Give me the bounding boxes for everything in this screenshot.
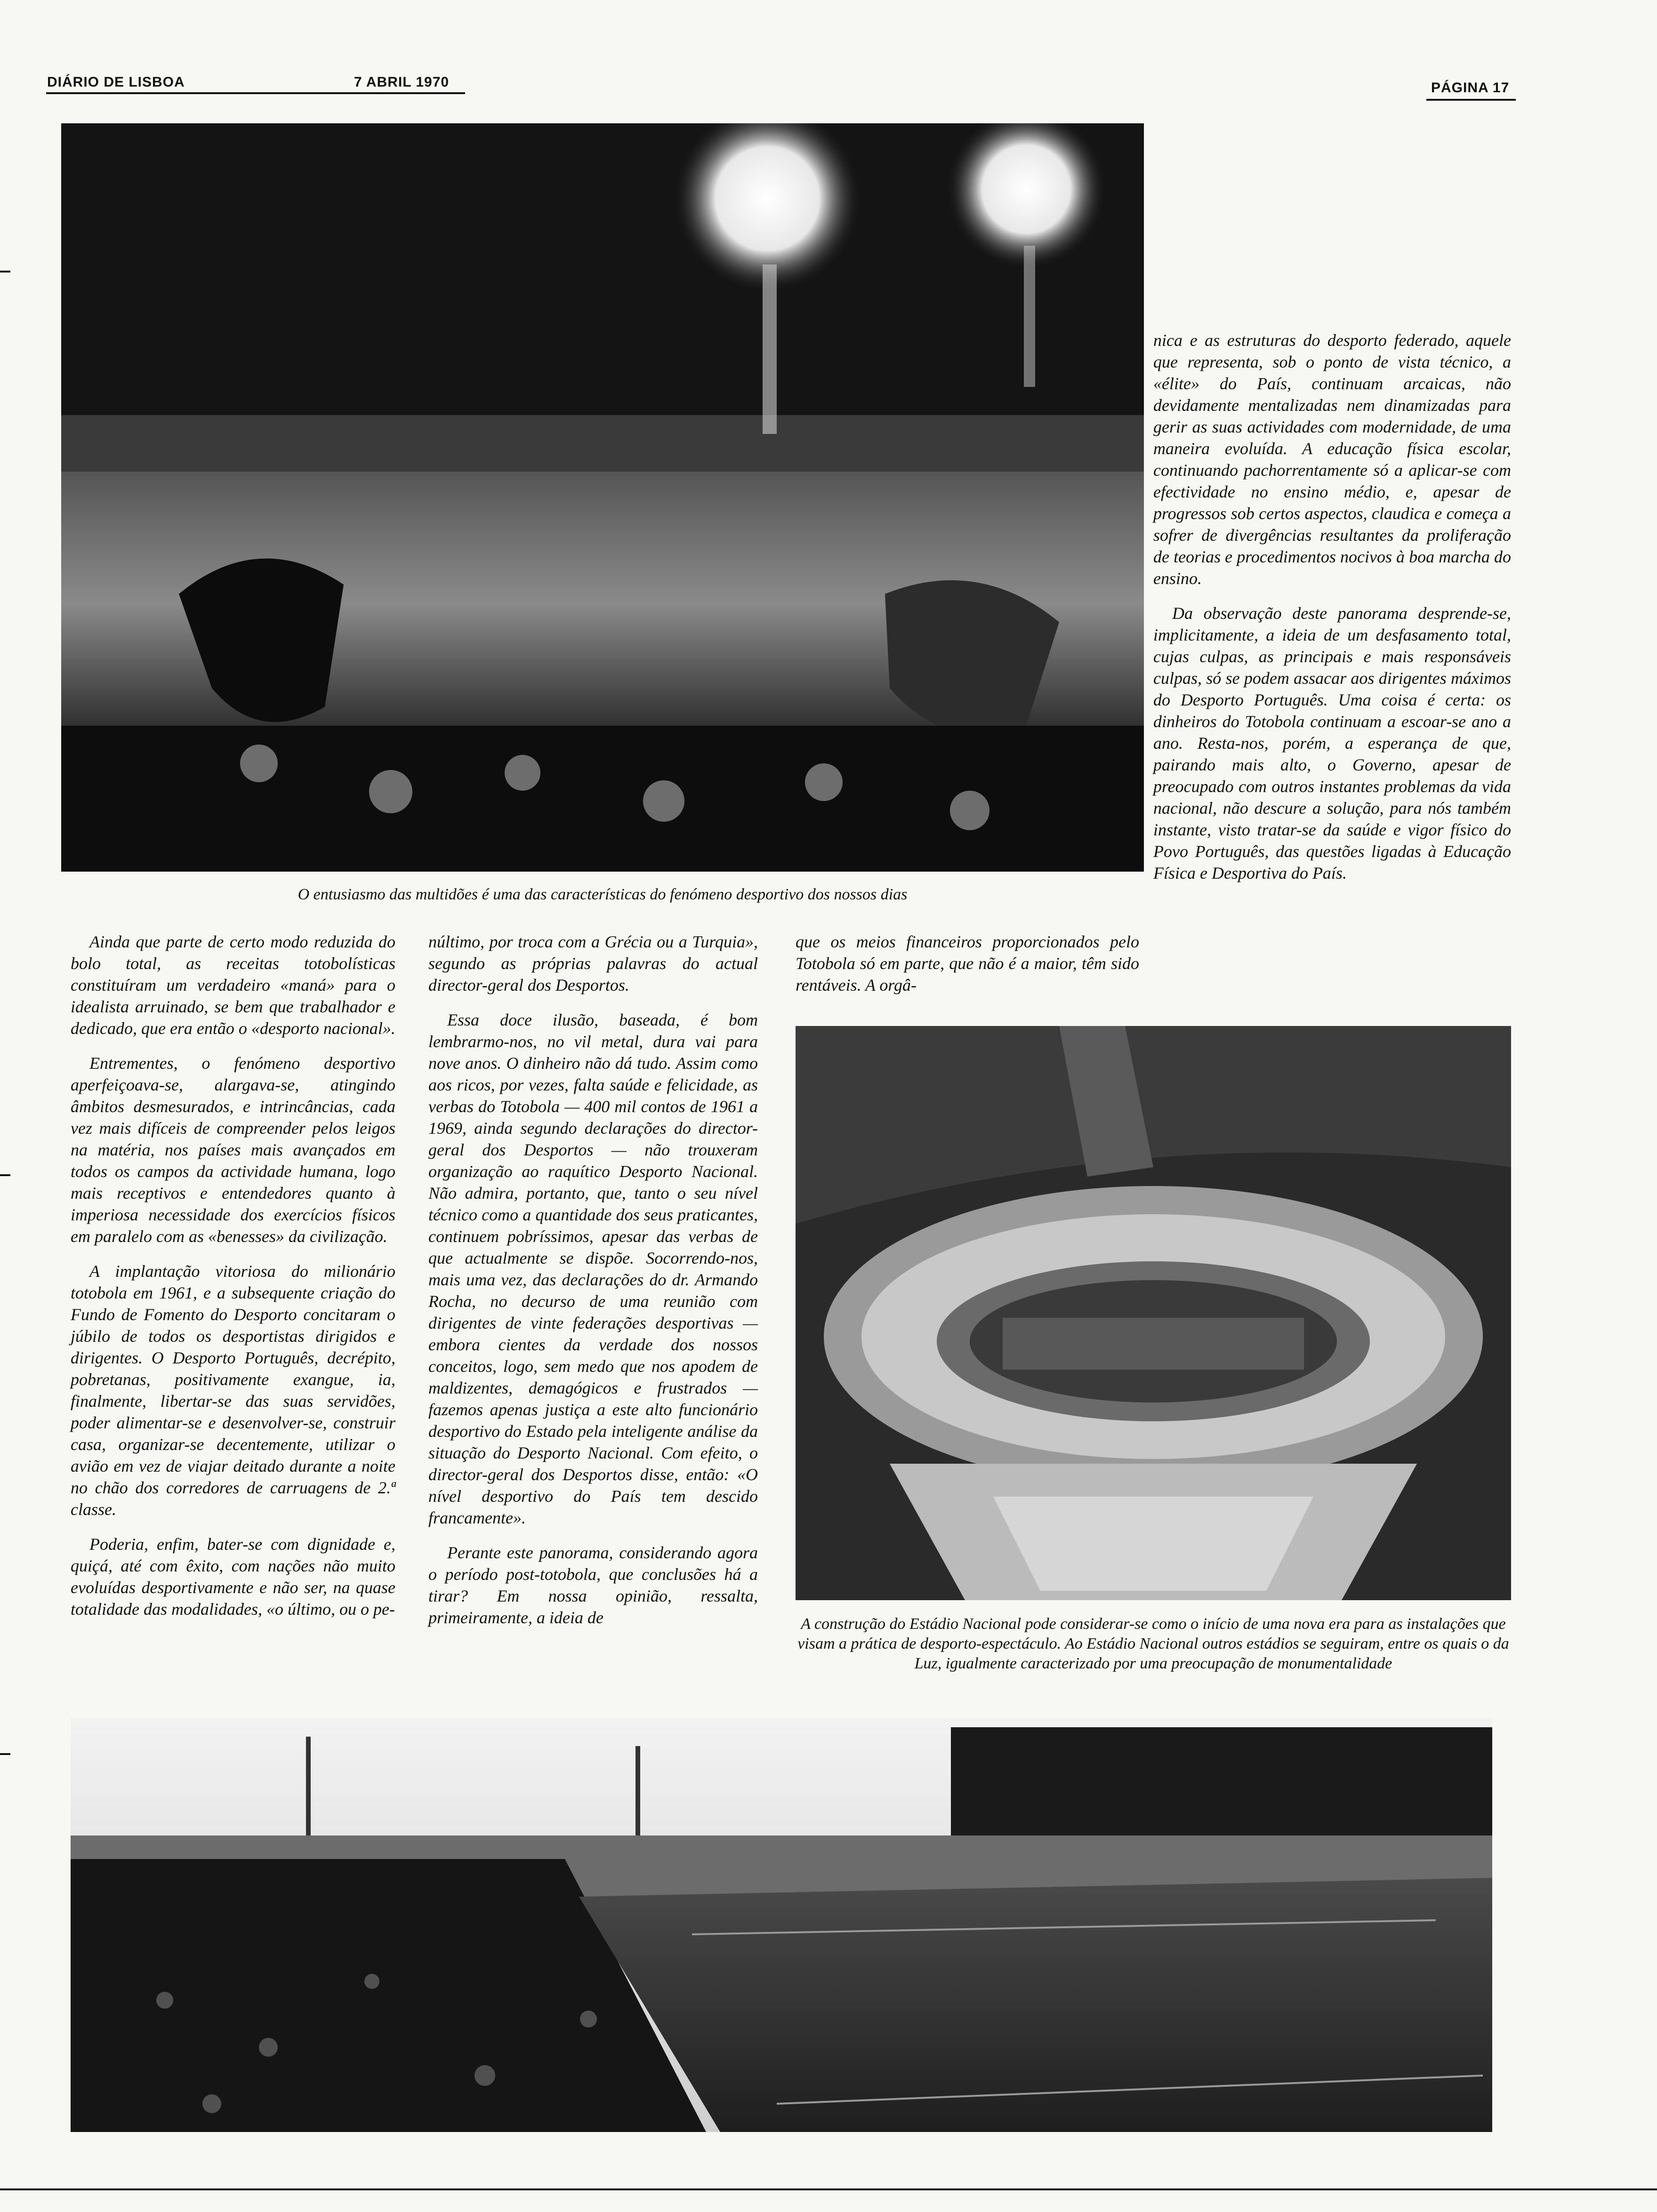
article-column-2 xyxy=(428,931,758,1642)
issue-date: 7 ABRIL 1970 xyxy=(354,74,450,90)
newspaper-name: DIÁRIO DE LISBOA xyxy=(47,74,185,90)
paragraph: nica e as estruturas do desporto federado, aquele que representa, sob o ponto de vista técnico, a «élite» do País, continuam arcaicas, não devidamente mentalizadas nem dinamizadas para gerir as suas actividades com modernidade, de uma maneira evoluída. A educação física escolar, continuando pachorrentamente só a aplicar-se com efectividade no ensino médio, e, apesar de progressos sob certos aspectos, claudica e começa a sofrer de divergências resultantes da proliferação de teorias e procedimentos nocivos à boa marcha do ensino. xyxy=(1153,331,1511,588)
paragraph: Ainda que parte de certo modo reduzida do bolo total, as receitas totobolísticas constituíram um verdadeiro «maná» para o idealista arruinado, se bem que trabalhador e dedicado, que era então o «desporto nacional». xyxy=(71,932,395,1038)
paragraph: Entrementes, o fenómeno desportivo aperfeiçoava-se, alargava-se, atingindo âmbitos desmesurados, e intrincâncias, cada vez mais difíceis de compreender pelos leigos na matéria, nos países mais avançados em todos os campos da actividade humana, logo mais receptivos e entendedores quanto à imperiosa necessidade dos exercícios físicos em paralelo com as «benesses» da civilização. xyxy=(71,1054,395,1246)
header-rule-left xyxy=(46,92,465,94)
footer-rule xyxy=(0,2188,1657,2190)
stadium-photo-caption: A construção do Estádio Nacional pode considerar-se como o início de uma nova era para as instalações que visam a prática de desporto-espectáculo. Ao Estádio Nacional outros estádios se seguiram, entre os quais o da Luz, igualmente caracterizado por uma preocupação de monumentalidade xyxy=(797,1615,1509,1672)
article-column-3 xyxy=(796,931,1139,1009)
stadium-panorama-photo xyxy=(71,1718,1492,2132)
article-column-1 xyxy=(71,931,395,1633)
paragraph: Perante este panorama, considerando agora o período post-totobola, que conclusões há a tirar? Em nossa opinião, ressalta, primeiramente, a ideia de xyxy=(428,1543,758,1627)
margin-tick xyxy=(0,271,10,272)
header-rule-right xyxy=(1426,99,1516,101)
crowd-photo xyxy=(61,123,1144,872)
margin-tick xyxy=(0,1753,10,1755)
margin-tick xyxy=(0,1174,10,1176)
paragraph: núltimo, por troca com a Grécia ou a Turquia», segundo as próprias palavras do actual director-geral dos Desportos. xyxy=(428,932,758,994)
stadium-aerial-photo xyxy=(796,1026,1511,1600)
page-number: PÁGINA 17 xyxy=(1431,80,1510,96)
crowd-photo-caption: O entusiasmo das multidões é uma das características do fenómeno desportivo dos nossos dias xyxy=(298,886,908,903)
article-column-4 xyxy=(1153,329,1511,897)
paragraph: A implantação vitoriosa do milionário totobola em 1961, e a subsequente criação do Fundo de Fomento do Desporto concitaram o júbilo de todos os desportistas dirigidos e dirigentes. O Desporto Português, decrépito, pobretanas, positivamente exangue, ia, finalmente, libertar-se das suas servidões, poder alimentar-se e desenvolver-se, construir casa, organizar-se decentemente, utilizar o avião em vez de viajar deitado durante a noite no chão dos corredores de carruagens de 2.ª classe. xyxy=(71,1262,395,1519)
paragraph: Essa doce ilusão, baseada, é bom lembrarmo-nos, no vil metal, dura vai para nove anos. O dinheiro não dá tudo. Assim como aos ricos, por vezes, falta saúde e felicidade, as verbas do Totobola — 400 mil contos de 1961 a 1969, ainda segundo declarações do director-geral dos Desportos — não trouxeram organização ao raquítico Desporto Nacional. Não admira, portanto, que, tanto o seu nível técnico como a quantidade dos seus praticantes, continuem pobríssimos, apesar das verbas de que actualmente se dispõe. Socorrendo-nos, mais uma vez, das declarações do dr. Armando Rocha, no decurso de uma reunião com dirigentes de vinte federações desportivas — embora cientes da verdade dos nossos conceitos, logo, sem medo que nos apodem de maldizentes, demagógicos e frustrados — fazemos apenas justiça a este alto funcionário desportivo do Estado pela inteligente análise da situação do Desporto Nacional. Com efeito, o director-geral dos Desportos disse, então: «O nível desportivo do País tem descido francamente». xyxy=(428,1010,758,1527)
paragraph: Poderia, enfim, bater-se com dignidade e, quiçá, até com êxito, com nações não muito evoluídas desportivamente e não ser, na quase totalidade das modalidades, «o último, ou o pe- xyxy=(71,1535,395,1619)
paragraph: Da observação deste panorama desprende-se, implicitamente, a ideia de um desfasamento total, cujas culpas, as principais e mais responsáveis culpas, só se podem assacar aos dirigentes máximos do Desporto Português. Uma coisa é certa: os dinheiros do Totobola continuam a escoar-se ano a ano. Resta-nos, porém, a esperança de que, pairando mais alto, o Governo, apesar de preocupado com outros instantes problemas da vida nacional, não descure a solução, para nós também instante, visto tratar-se da saúde e vigor físico do Povo Português, das questões ligadas à Educação Física e Desportiva do País. xyxy=(1153,604,1511,882)
paragraph: que os meios financeiros proporcionados pelo Totobola só em parte, que não é a maior, têm sido rentáveis. A orgâ- xyxy=(796,932,1139,994)
